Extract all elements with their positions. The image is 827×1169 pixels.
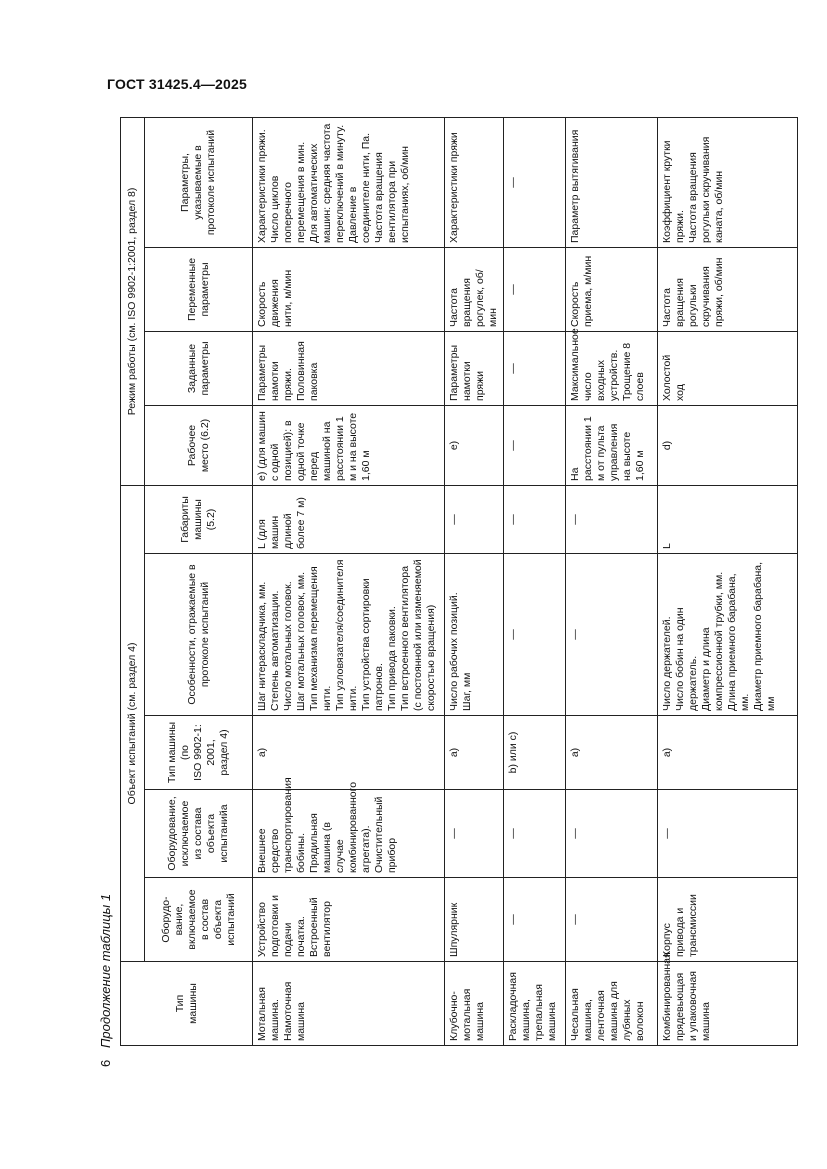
cell-included-equipment: — xyxy=(504,878,566,962)
table-row xyxy=(566,117,658,1045)
cell-excluded-equipment: — xyxy=(566,790,658,878)
cell-report-features: — xyxy=(504,554,566,716)
cell-work-station: На расстоянии 1 м от пульта управления на высоте 1,60 м xyxy=(566,405,658,485)
table-row xyxy=(658,117,798,1045)
cell-report-features: Число держателей. Число бобин на один держатель. Диаметр и длина компрессионной трубки, мм. Длина приемного барабана, мм. Диаметр приемного барабана, мм xyxy=(658,554,798,716)
header-set-parameters: Заданные параметры xyxy=(145,331,253,405)
cell-dimensions: — xyxy=(504,485,566,553)
rotated-table-container xyxy=(120,118,800,1046)
cell-work-station: е) (для машин с одной позицией): в одной точке перед машиной на расстоянии 1 м и на высоте 1,60 м xyxy=(253,405,445,485)
cell-variable-parameters: Скорость движения нити, м/мин xyxy=(253,247,445,331)
cell-included-equipment: Шпулярник xyxy=(445,878,504,962)
cell-work-station: d) xyxy=(658,405,798,485)
header-iso-machine-type: Тип машины (по ISO 9902-1: 2001, раздел 4) xyxy=(145,716,253,790)
header-group-test-object: Объект испытаний (см. раздел 4) xyxy=(121,485,145,961)
table-row xyxy=(253,117,445,1045)
header-included-equipment: Оборудо- вание, включаемое в состав объекта испытаний xyxy=(145,878,253,962)
cell-machine-type: Раскладочная машина, трепальная машина xyxy=(504,962,566,1046)
cell-variable-parameters: Частота вращения рогульки скручивания пряжи, об/мин xyxy=(658,247,798,331)
machine-test-conditions-table xyxy=(120,117,798,1046)
table-row xyxy=(445,117,504,1045)
header-excluded-equipment: Оборудование, исключаемое из состава объекта испытанийа xyxy=(145,790,253,878)
cell-report-parameters: — xyxy=(504,117,566,247)
cell-work-station: е) xyxy=(445,405,504,485)
cell-machine-type: Комбинированная прядевьющая и упаковочная машина xyxy=(658,962,798,1046)
header-variable-parameters: Переменные параметры xyxy=(145,247,253,331)
header-work-station: Рабочее место (6.2) xyxy=(145,405,253,485)
cell-report-parameters: Коэффициент крутки пряжи. Частота вращения рогульки скручивания каната, об/мин xyxy=(658,117,798,247)
cell-set-parameters: — xyxy=(504,331,566,405)
cell-report-parameters: Характеристики пряжи xyxy=(445,117,504,247)
cell-machine-type: Клубочно-мотальная машина xyxy=(445,962,504,1046)
cell-iso-type: а) xyxy=(658,716,798,790)
cell-report-features: — xyxy=(566,554,658,716)
cell-iso-type: b) или c) xyxy=(504,716,566,790)
cell-set-parameters: Холостой ход xyxy=(658,331,798,405)
cell-included-equipment: Корпус привода и трансмиссии xyxy=(658,878,798,962)
cell-variable-parameters: — xyxy=(504,247,566,331)
cell-set-parameters: Параметры намотки пряжи xyxy=(445,331,504,405)
header-machine-dimensions: Габариты машины (5.2) xyxy=(145,485,253,553)
cell-excluded-equipment: — xyxy=(658,790,798,878)
cell-dimensions: — xyxy=(566,485,658,553)
cell-report-features: Число рабочих позиций. Шаг, мм xyxy=(445,554,504,716)
cell-set-parameters: Параметры намотки пряжи. Половинная паковка xyxy=(253,331,445,405)
cell-report-features: Шаг нитераскладчика, мм. Степень автоматизации. Число мотальных головок. Шаг мотальных головок, мм. Тип механизма перемещения нити. Тип узловязателя/соединителя нити. Тип устройства сортировки патронов. Тип привода паковки. Тип встроенного вентилятора (с постоянной или изменяемой скоростью вращения) xyxy=(253,554,445,716)
cell-excluded-equipment: — xyxy=(504,790,566,878)
cell-set-parameters: Максимальное число входных устройств. Трощение 8 слоев xyxy=(566,331,658,405)
cell-variable-parameters: Частота вращения рогулек, об/мин xyxy=(445,247,504,331)
cell-included-equipment: Устройство подготовки и подачи початка. Встроенный вентилятор xyxy=(253,878,445,962)
cell-dimensions: L (для машин длиной более 7 м) xyxy=(253,485,445,553)
cell-report-parameters: Параметр вытягивания xyxy=(566,117,658,247)
header-machine-type: Тип машины xyxy=(121,962,253,1046)
cell-iso-type: а) xyxy=(445,716,504,790)
header-group-operating-mode: Режим работы (см. ISO 9902-1:2001, раздел 8) xyxy=(121,117,145,485)
table-row xyxy=(504,117,566,1045)
header-report-features: Особенности, отражаемые в протоколе испытаний xyxy=(145,554,253,716)
page-number: 6 xyxy=(98,1059,113,1067)
cell-machine-type: Мотальная машина. Намоточная машина xyxy=(253,962,445,1046)
cell-excluded-equipment: Внешнее средство транспортирования бобины. Прядильная машина (в случае комбинированного агрегата). Очистительный прибор xyxy=(253,790,445,878)
header-report-parameters: Параметры, указываемые в протоколе испытаний xyxy=(145,117,253,247)
table-continuation-caption: Продолжение таблицы 1 xyxy=(98,893,113,1048)
cell-iso-type: а) xyxy=(253,716,445,790)
cell-included-equipment: — xyxy=(566,878,658,962)
cell-report-parameters: Характеристики пряжи. Число циклов поперечного перемещения в мин. Для автоматических машин: средняя частота переключений в минуту. Давление в соединителе нити, Па. Частота вращения вентилятора при испытаниях, об/мин xyxy=(253,117,445,247)
cell-machine-type: Чесальная машина, ленточная машина для лубяных волокон xyxy=(566,962,658,1046)
cell-iso-type: а) xyxy=(566,716,658,790)
cell-dimensions: — xyxy=(445,485,504,553)
cell-variable-parameters: Скорость приема, м/мин xyxy=(566,247,658,331)
cell-work-station: — xyxy=(504,405,566,485)
cell-excluded-equipment: — xyxy=(445,790,504,878)
cell-dimensions: L xyxy=(658,485,798,553)
standard-designation: ГОСТ 31425.4—2025 xyxy=(107,76,247,92)
